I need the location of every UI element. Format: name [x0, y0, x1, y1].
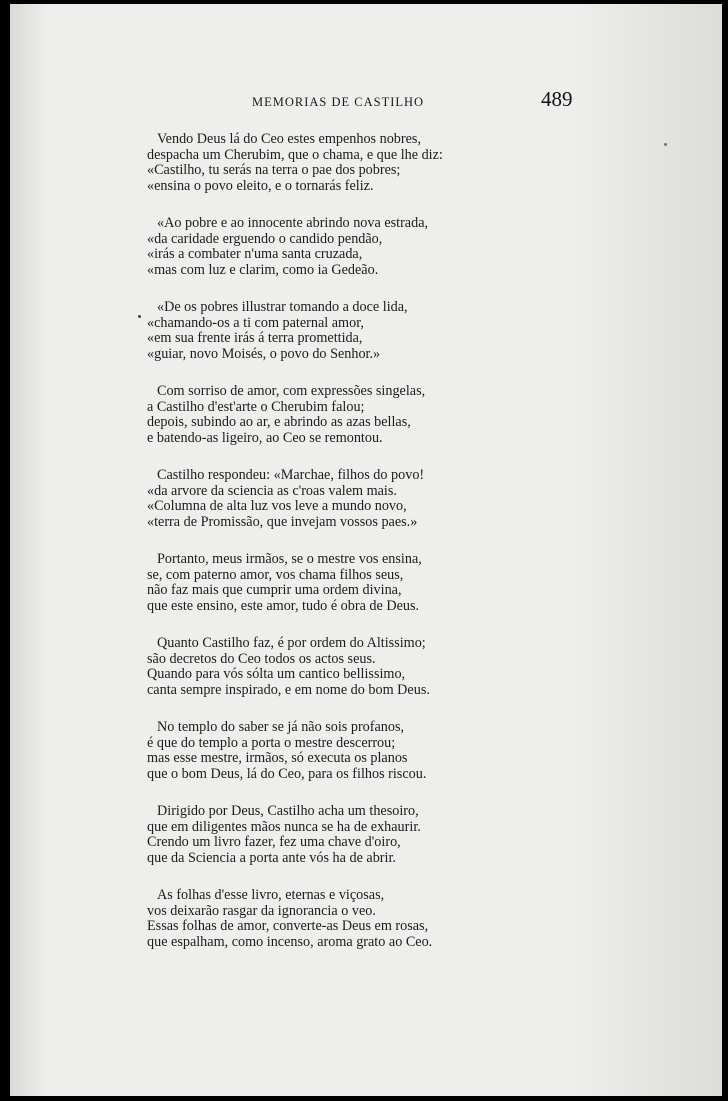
poem-line: se, com paterno amor, vos chama filhos seus,	[147, 566, 404, 583]
poem-line: depois, subindo ao ar, e abrindo as azas bellas,	[147, 414, 411, 430]
stanza	[147, 132, 443, 194]
poem-line: Vendo Deus lá do Ceo estes empenhos nobres,	[157, 131, 421, 147]
stanza	[147, 300, 408, 362]
poem-line: é que do templo a porta o mestre descerrou;	[147, 734, 396, 751]
page-number: 489	[541, 87, 573, 111]
stanza	[147, 720, 426, 782]
poem-line: «terra de Promissão, que invejam vossos paes.»	[147, 513, 418, 530]
stanza	[147, 216, 428, 278]
poem-line: a Castilho d'est'arte o Cherubim falou;	[147, 398, 365, 415]
poem-line: «irás a combater n'uma santa cruzada,	[147, 246, 363, 262]
poem-line: vos deixarão rasgar da ignorancia o veo.	[147, 902, 376, 919]
ink-speck	[138, 315, 141, 318]
running-title: MEMORIAS DE CASTILHO	[252, 95, 425, 109]
poem-line: que da Sciencia a porta ante vós ha de abrir.	[147, 849, 396, 866]
poem-line: «Ao pobre e ao innocente abrindo nova estrada,	[157, 215, 429, 231]
poem-line: Castilho respondeu: «Marchae, filhos do povo!	[157, 467, 425, 483]
poem-line: canta sempre inspirado, e em nome do bom Deus.	[147, 681, 430, 698]
poem-line: Portanto, meus irmãos, se o mestre vos ensina,	[157, 551, 422, 567]
poem-line: No templo do saber se já não sois profanos,	[157, 719, 405, 735]
stanza	[147, 468, 424, 530]
poem-line: «De os pobres illustrar tomando a doce lida,	[157, 299, 408, 315]
stanza	[147, 888, 432, 950]
stanza	[147, 804, 421, 866]
poem-line: que o bom Deus, lá do Ceo, para os filhos riscou.	[147, 765, 427, 782]
poem-line: são decretos do Ceo todos os actos seus.	[147, 650, 376, 667]
stanza	[147, 636, 430, 698]
poem-line: e batendo-as ligeiro, ao Ceo se remontou.	[147, 429, 383, 446]
poem-line: Dirigido por Deus, Castilho acha um thesoiro,	[157, 803, 419, 819]
poem-line: «Castilho, tu serás na terra o pae dos pobres;	[147, 162, 401, 178]
poem-line: que espalham, como incenso, aroma grato ao Ceo.	[147, 933, 433, 950]
poem-line: «mas com luz e clarim, como ia Gedeão.	[147, 261, 379, 278]
poem-line: «guiar, novo Moisés, o povo do Senhor.»	[147, 345, 381, 362]
poem-line: Quanto Castilho faz, é por ordem do Altissimo;	[157, 635, 426, 651]
poem-line: «da arvore da sciencia as c'roas valem mais.	[147, 482, 397, 499]
poem-line: As folhas d'esse livro, eternas e viçosas,	[157, 887, 385, 903]
poem-line: «da caridade erguendo o candido pendão,	[147, 230, 383, 247]
poem-line: «ensina o povo eleito, e o tornarás feliz.	[147, 177, 374, 194]
poem-line: Essas folhas de amor, converte-as Deus em rosas,	[147, 918, 429, 934]
stanza	[147, 384, 425, 446]
poem-line: Quando para vós sólta um cantico bellissimo,	[147, 666, 406, 682]
poem-line: «chamando-os a ti com paternal amor,	[147, 314, 364, 331]
stanza	[147, 552, 422, 614]
poem-line: despacha um Cherubim, que o chama, e que lhe diz:	[147, 146, 443, 163]
poem-line: «Columna de alta luz vos leve a mundo novo,	[147, 498, 407, 514]
poem-line: Com sorriso de amor, com expressões singelas,	[157, 383, 426, 399]
poem-line: mas esse mestre, irmãos, só executa os planos	[147, 750, 408, 766]
poem-line: Crendo um livro fazer, fez uma chave d'oiro,	[147, 834, 401, 850]
poem-line: que este ensino, este amor, tudo é obra de Deus.	[147, 597, 420, 614]
ink-speck	[664, 143, 667, 146]
poem-line: não faz mais que cumprir uma ordem divina,	[147, 582, 402, 598]
book-page	[10, 4, 722, 1096]
poem-line: que em diligentes mãos nunca se ha de exhaurir.	[147, 818, 421, 835]
poem-line: «em sua frente irás á terra promettida,	[147, 330, 363, 346]
